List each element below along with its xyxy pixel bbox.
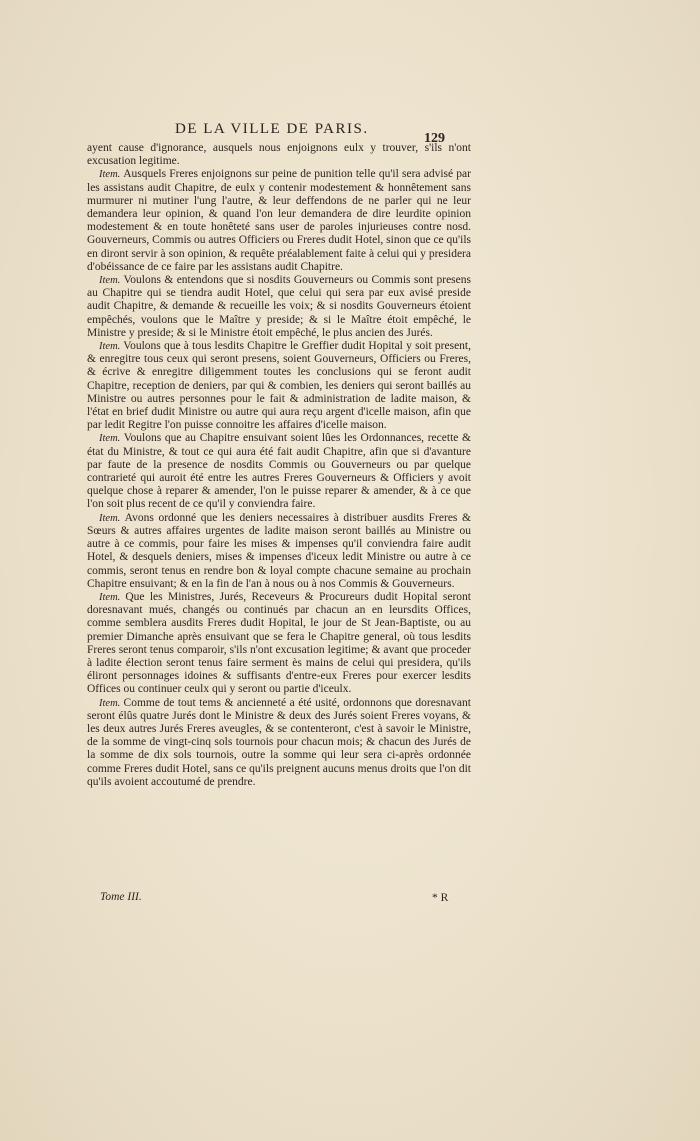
page-footer xyxy=(100,891,470,907)
paragraph xyxy=(87,168,471,274)
paragraph-text: Voulons que au Chapitre ensuivant soient lûes les Ordonnances, recette & état du Ministre, & tout ce qui aura été fait audit Chapitre, afin que si d'avanture par faute de la presence de nosdits Commis ou Gouverneurs ou par quelque contrarieté qui auroit été entre les autres Freres Gouverneurs & Officiers y avoit quelque chose à reparer & amender, l'on le puisse reparer & amender, & à ce que l'on soit plus recent de ce qu'il y conviendra faire. xyxy=(87,432,471,511)
item-mark: Item. xyxy=(99,169,124,181)
paragraph-text: Voulons & entendons que si nosdits Gouverneurs ou Commis sont presens au Chapitre qui se tiendra audit Hotel, que celui qui sera par eux avisé preside audit Chapitre, & demande & recueille les voix; & si nosdits Gouverneurs étoient empêchés, voulons que le Maître y preside; & si le Maître étoit empêché, le Ministre y preside; & si le Ministre étoit empêché, le plus ancien des Jurés. xyxy=(87,274,471,339)
page-number: 129 xyxy=(424,131,445,146)
paragraph-text: Comme de tout tems & ancienneté a été usité, ordonnons que doresnavant seront élûs quatre Jurés dont le Ministre & deux des Jurés soient Freres voyans, & les deux autres Jurés Freres aveugles, & se contenteront, c'est à savoir le Ministre, de la somme de vingt-cinq sols tournois pour chacun mois; & chacun des Jurés de la somme de dix sols tournois, outre la somme qui leur sera ci-après ordonnée comme Freres dudit Hotel, sans ce qu'ils preignent aucuns menus droits que l'on dit qu'ils avoient accoutumé de prendre. xyxy=(87,696,471,788)
paragraph xyxy=(87,591,471,697)
running-head: DE LA VILLE DE PARIS. xyxy=(175,121,369,137)
item-mark: Item. xyxy=(99,591,126,603)
paragraph xyxy=(87,274,471,340)
paragraph-text: Avons ordonné que les deniers necessaires à distribuer ausdits Freres & Sœurs & autres affaires urgentes de ladite maison seront baillés au Ministre ou autre à ce commis, pour faire les mises & impenses qu'il conviendra faire audit Hotel, & desquels deniers, mises & impenses d'iceux ledit Ministre ou autre à ce commis, seront tenus en rendre bon & loyal compte chacune semaine au prochain Chapitre ensuivant; & en la fin de l'an à nous ou à nos Commis & Gouverneurs. xyxy=(87,511,471,590)
paragraph-text: Voulons que à tous lesdits Chapitre le Greffier dudit Hopital y soit present, & enregitre tous ceux qui seront presens, soient Gouverneurs, Officiers ou Freres, & écrive & enregitre diligemment toutes les conclusions qui se feront audit Chapitre, reception de deniers, par qui & combien, les deniers qui seront baillés au Ministre ou autres personnes pour le fait & administration de ladite maison, & l'état en brief dudit Ministre ou autre qui aura reçu argent d'icelle maison, afin que par ledit Regitre l'on puisse connoitre les affaires d'icelle maison. xyxy=(87,340,471,432)
paragraph xyxy=(87,340,471,432)
volume-mark: Tome III. xyxy=(100,891,142,903)
paragraph xyxy=(87,142,471,168)
signature-mark: * R xyxy=(432,892,449,904)
body-text xyxy=(87,142,471,789)
item-mark: Item. xyxy=(99,341,124,353)
paragraph-text: Que les Ministres, Jurés, Receveurs & Procureurs dudit Hopital seront doresnavant mués, changés ou continués par chacun an en leursdits Offices, comme semblera ausdits Freres dudit Hopital, le jour de St Jean-Baptiste, ou au premier Dimanche après ensuivant que se fera le Chapitre general, où tous lesdits Freres seront tenus comparoir, s'ils n'ont excusation legitime; & avant que proceder à ladite élection seront tenus faire serment ès mains de celui qui presidera, qu'ils éliront personnages idoines & suffisants d'entre-eux Freres pour exercer lesdits Offices ou continuer ceulx qui y seront ou partie d'iceulx. xyxy=(87,590,471,696)
paragraph xyxy=(87,697,471,789)
paragraph-text: Ausquels Freres enjoignons sur peine de punition telle qu'il sera advisé par les assistans audit Chapitre, de eulx y contenir modestement & honnêtement sans murmurer ni mutiner l'ung l'autre, & leur deffendons de ne parler qui ne leur demandera leur opinion, & quand l'on leur demandera de dire leurdite opinion modestement & en toute honêteté sans user de paroles injurieuses contre nosd. Gouverneurs, Commis ou autres Officiers ou Freres dudit Hotel, sinon que ce qu'ils en diront servir à son opinion, & requête préalablement faite à celui qui y presidera d'obéissance de ce faire par les assistans audit Chapitre. xyxy=(87,168,471,273)
paragraph-text: ayent cause d'ignorance, ausquels nous enjoignons eulx y trouver, s'ils n'ont excusation legitime. xyxy=(87,142,471,168)
item-mark: Item. xyxy=(99,697,124,709)
item-mark: Item. xyxy=(99,433,124,445)
item-mark: Item. xyxy=(99,275,124,287)
paragraph xyxy=(87,432,471,511)
paragraph xyxy=(87,512,471,591)
item-mark: Item. xyxy=(99,512,125,524)
